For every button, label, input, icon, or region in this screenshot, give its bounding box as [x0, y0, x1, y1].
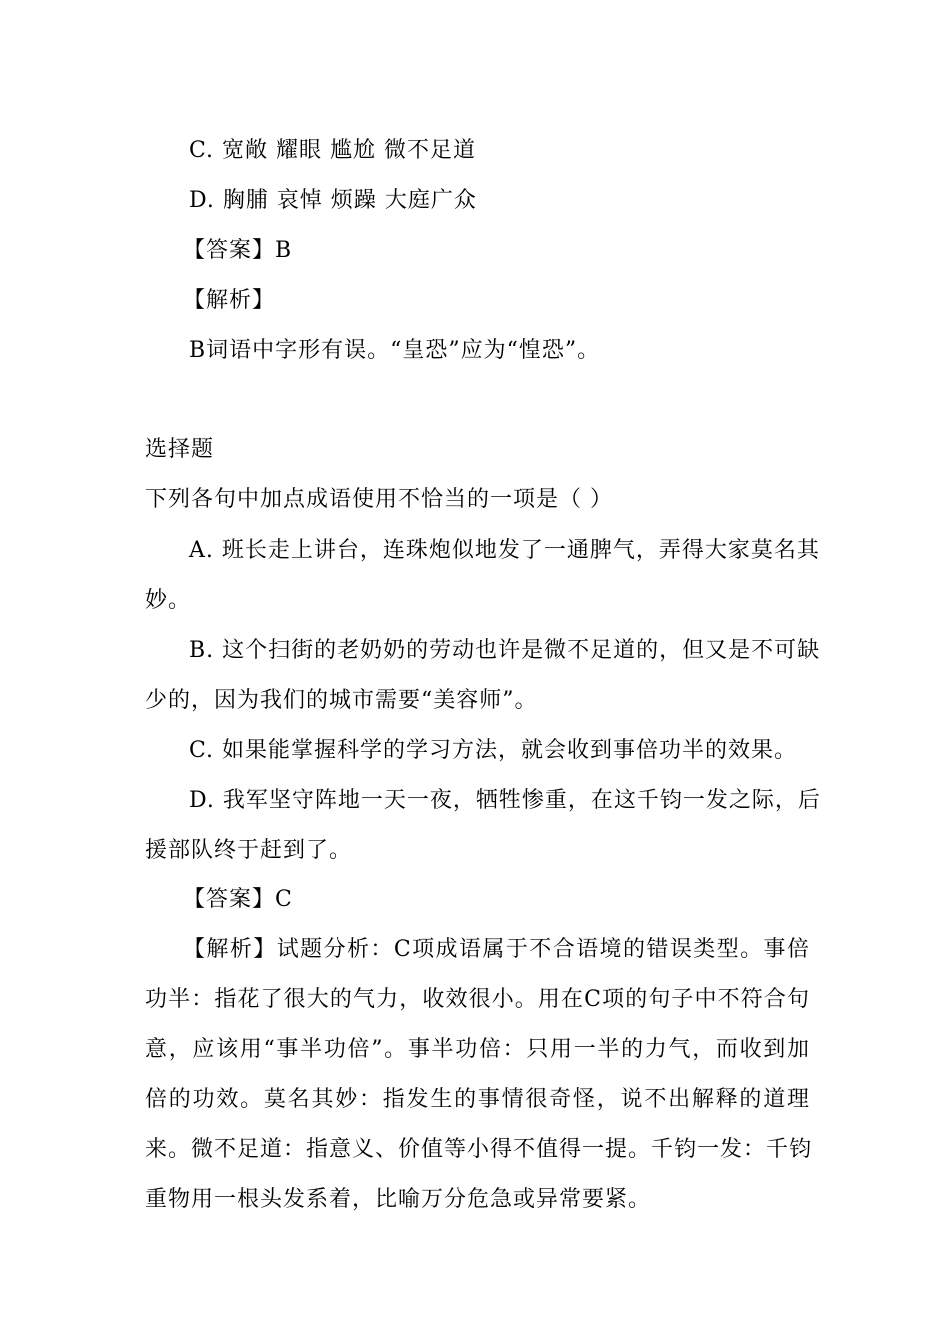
q1-analysis-label: 【解析】: [183, 288, 276, 313]
q2-analysis-line4: 倍的功效。莫名其妙：指发生的事情很奇怪，说不出解释的道理: [145, 1087, 810, 1112]
q2-analysis-line6: 重物用一根头发系着，比喻万分危急或异常要紧。: [145, 1187, 652, 1212]
q2-option-a-line1: A. 班长走上讲台，连珠炮似地发了一通脾气，弄得大家莫名其: [189, 538, 820, 563]
q2-analysis-line1: 【解析】试题分析：C项成语属于不合语境的错误类型。事倍: [183, 937, 810, 962]
q2-option-d-line2: 援部队终于赶到了。: [145, 838, 353, 863]
q2-option-b-line1: B. 这个扫街的老奶奶的劳动也许是微不足道的，但又是不可缺: [189, 638, 821, 663]
q2-option-c: C. 如果能掌握科学的学习方法，就会收到事倍功半的效果。: [189, 738, 798, 763]
q2-option-d-line1: D. 我军坚守阵地一天一夜，牺牲惨重，在这千钧一发之际，后: [189, 788, 821, 813]
q2-analysis-line5: 来。微不足道：指意义、价值等小得不值得一提。千钧一发：千钧: [145, 1137, 813, 1162]
q1-option-c: C. 宽敞 耀眼 尴尬 微不足道: [189, 138, 477, 163]
q2-stem: 下列各句中加点成语使用不恰当的一项是（ ）: [145, 487, 613, 512]
q1-answer: 【答案】B: [183, 238, 293, 263]
q2-option-b-line2: 少的，因为我们的城市需要“美容师”。: [145, 688, 538, 713]
q2-analysis-line2: 功半：指花了很大的气力，收效很小。用在C项的句子中不符合句: [145, 987, 810, 1012]
q2-answer: 【答案】C: [183, 887, 293, 912]
q1-option-d: D. 胸脯 哀悼 烦躁 大庭广众: [189, 188, 477, 213]
q1-analysis-text: B词语中字形有误。“皇恐”应为“惶恐”。: [189, 338, 601, 363]
q2-type-label: 选择题: [145, 437, 215, 462]
q2-option-a-line2: 妙。: [145, 588, 192, 613]
q2-analysis-line3: 意，应该用“事半功倍”。事半功倍：只用一半的力气，而收到加: [145, 1037, 810, 1062]
